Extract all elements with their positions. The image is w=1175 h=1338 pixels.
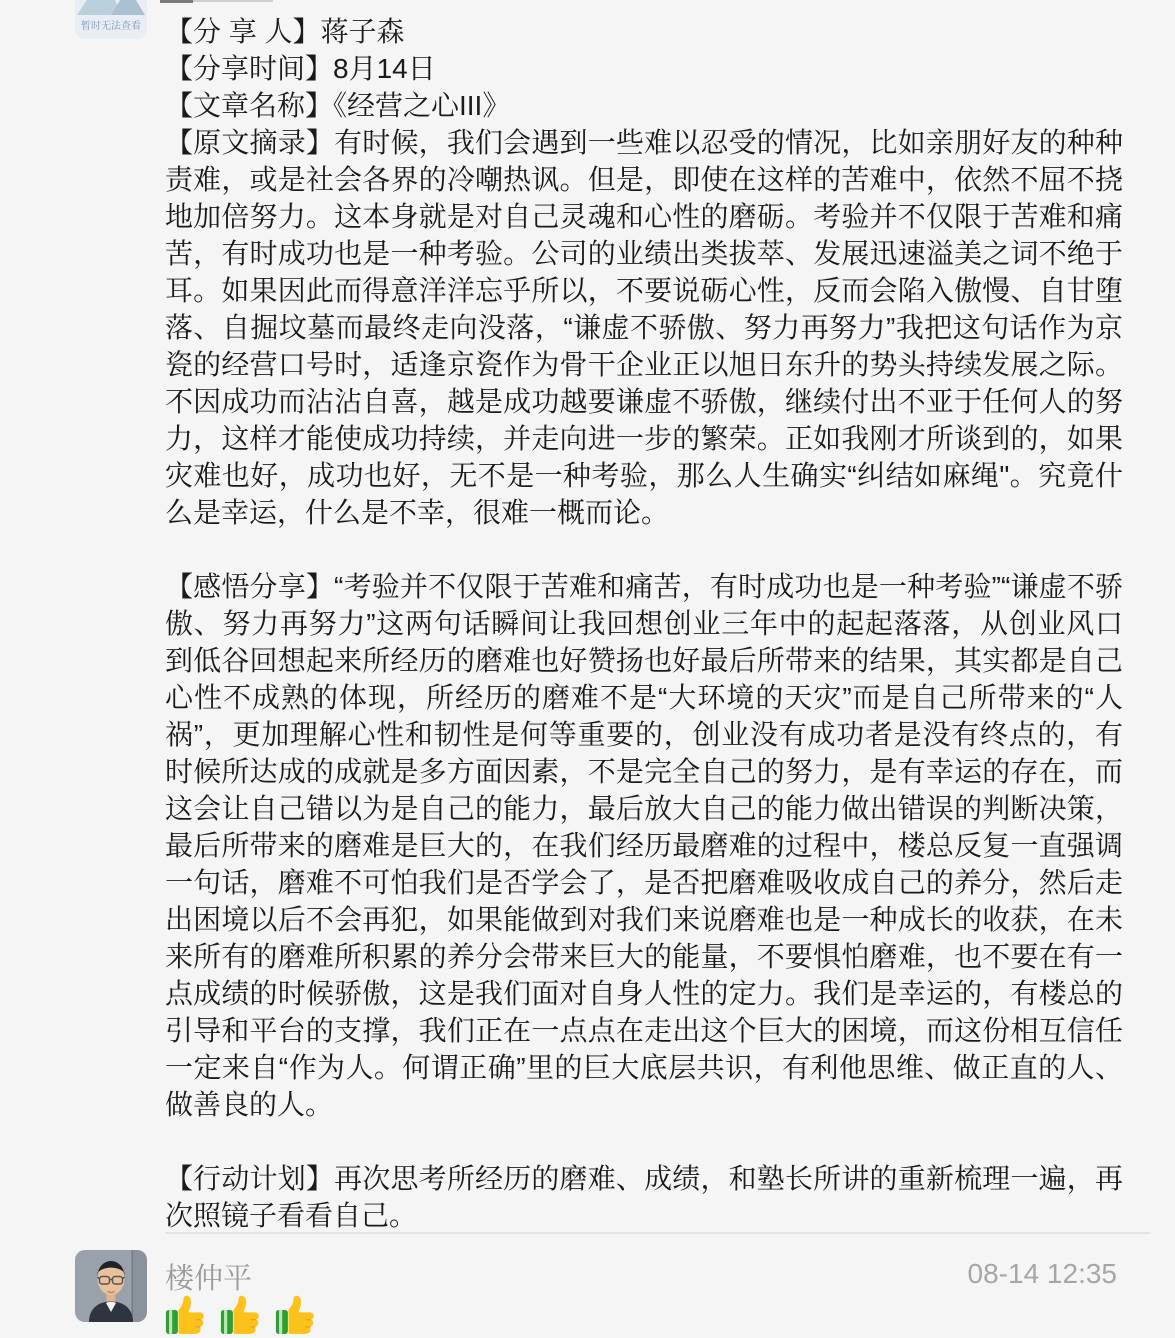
commenter-name: 楼仲平 [165, 1263, 253, 1295]
action-plan-paragraph: 【行动计划】再次思考所经历的磨难、成绩，和塾长所讲的重新梳理一遍，再次照镜子看看自己。 [165, 1163, 1123, 1231]
share-time-line: 【分享时间】8月14日 [165, 53, 436, 84]
thumbs-up-emoji [274, 1292, 322, 1338]
commenter-portrait [75, 1250, 147, 1322]
avatar-placeholder-text: 暂时无法查看 [81, 21, 141, 32]
share-person-line: 【分 享 人】蒋子森 [165, 16, 405, 47]
reflection-paragraph: 【感悟分享】“考验并不仅限于苦难和痛苦，有时成功也是一种考验”“谦虚不骄傲、努力再努力”这两句话瞬间让我回想创业三年中的起起落落，从创业风口到低谷回想起来所经历的磨难也好赞扬也好最后所带来的结果，其实都是自己心性不成熟的体现，所经历的磨难不是“大环境的天灾”而是自己所带来的“人祸”，更加理解心性和韧性是何等重要的，创业没有成功者是没有终点的，有时候所达成的成就是多方面因素，不是完全自己的努力，是有幸运的存在，而这会让自己错以为是自己的能力，最后放大自己的能力做出错误的判断决策，最后所带来的磨难是巨大的，在我们经历最磨难的过程中，楼总反复一直强调一句话，磨难不可怕我们是否学会了，是否把磨难吸收成自己的养分，然后走出困境以后不会再犯，如果能做到对我们来说磨难也是一种成长的收获，在未来所有的磨难所积累的养分会带来巨大的能量，不要惧怕磨难，也不要在有一点成绩的时候骄傲，这是我们面对自身人性的定力。我们是幸运的，有楼总的引导和平台的支撑，我们正在一点点在走出这个巨大的困境，而这份相互信任一定来自“作为人。何谓正确”里的巨大底层共识，有利他思维、做正直的人、做善良的人。 [165, 571, 1123, 1120]
comment-timestamp: 08-14 12:35 [967, 1258, 1117, 1289]
thumbs-up-emoji [219, 1292, 267, 1338]
message-text [165, 13, 1123, 1234]
cutoff-text-fragment-light [193, 0, 273, 2]
thumbs-up-emoji [164, 1292, 212, 1338]
article-title-line: 【文章名称】《经营之心III》 [165, 90, 511, 121]
commenter-avatar[interactable] [75, 1250, 147, 1322]
excerpt-paragraph: 【原文摘录】有时候，我们会遇到一些难以忍受的情况，比如亲朋好友的种种责难，或是社会各界的冷嘲热讽。但是，即使在这样的苦难中，依然不屈不挠地加倍努力。这本身就是对自己灵魂和心性的磨砺。考验并不仅限于苦难和痛苦，有时成功也是一种考验。公司的业绩出类拔萃、发展迅速溢美之词不绝于耳。如果因此而得意洋洋忘乎所以，不要说砺心性，反而会陷入傲慢、自甘堕落、自掘坟墓而最终走向没落，“谦虚不骄傲、努力再努力”我把这句话作为京瓷的经营口号时，适逢京瓷作为骨干企业正以旭日东升的势头持续发展之际。不因成功而沾沾自喜，越是成功越要谦虚不骄傲，继续付出不亚于任何人的努力，这样才能使成功持续，并走向进一步的繁荣。正如我刚才所谈到的，如果灾难也好，成功也好，无不是一种考验，那么人生确实“纠结如麻绳"。究竟什么是幸运，什么是不幸，很难一概而论。 [165, 127, 1123, 528]
reaction-row [164, 1292, 322, 1338]
sender-avatar[interactable] [75, 0, 147, 39]
cutoff-text-fragment [160, 0, 193, 3]
comment-divider [165, 1232, 1150, 1234]
